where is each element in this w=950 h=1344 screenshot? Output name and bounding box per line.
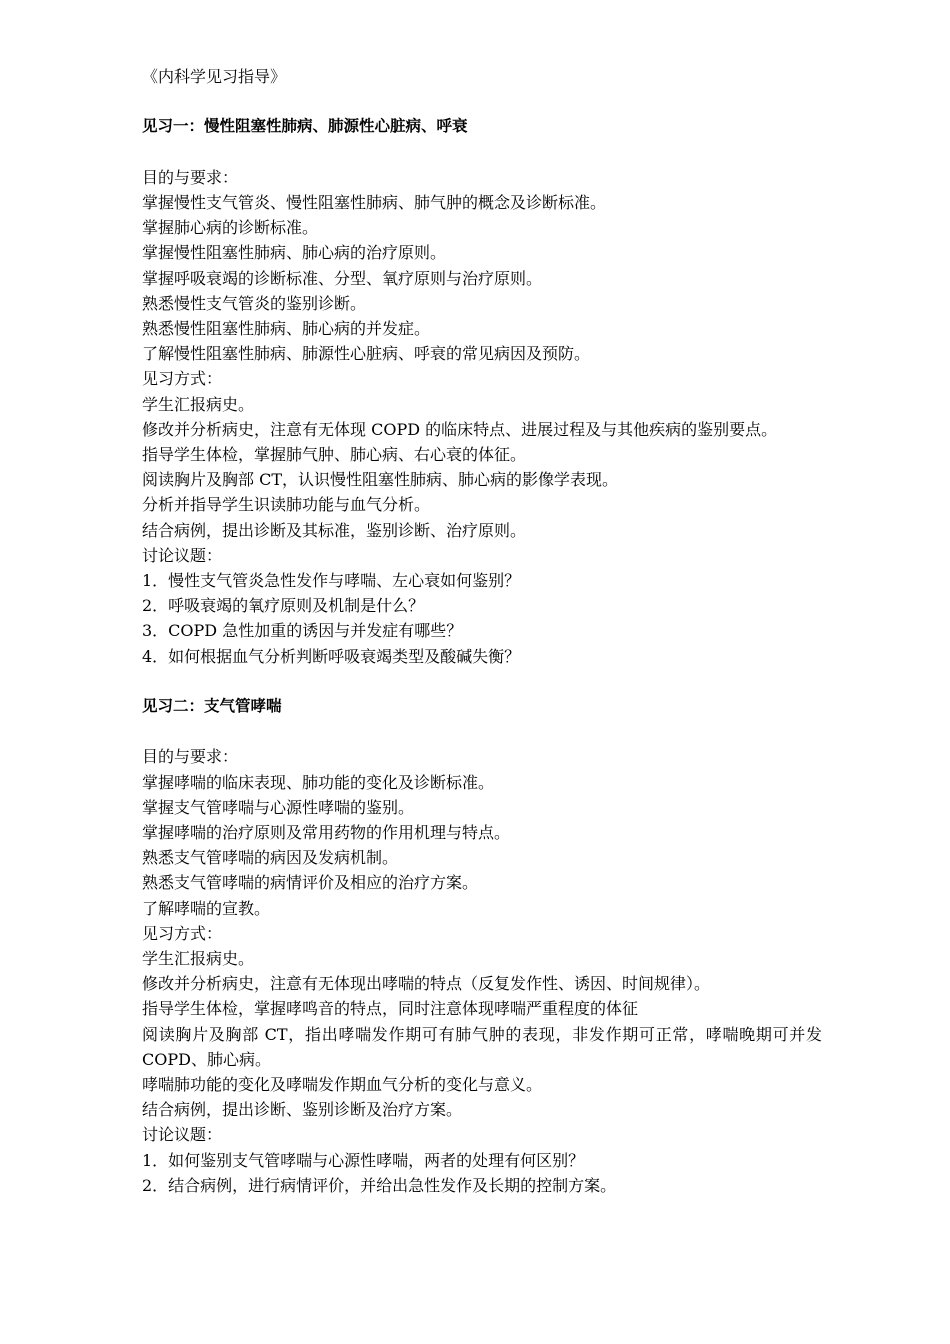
discussion-item: 2．结合病例，进行病情评价，并给出急性发作及长期的控制方案。 xyxy=(142,1175,617,1195)
section-heading: 见习二：支气管哮喘 xyxy=(142,697,282,716)
method-item: 修改并分析病史，注意有无体现 COPD 的临床特点、进展过程及与其他疾病的鉴别要点。 xyxy=(142,419,778,439)
objective-item: 掌握支气管哮喘与心源性哮喘的鉴别。 xyxy=(142,797,415,817)
discussion-item: 1．如何鉴别支气管哮喘与心源性哮喘，两者的处理有何区别？ xyxy=(142,1150,585,1170)
objective-item: 掌握慢性支气管炎、慢性阻塞性肺病、肺气肿的概念及诊断标准。 xyxy=(142,192,607,212)
spacer xyxy=(142,140,822,165)
section-heading: 见习一：慢性阻塞性肺病、肺源性心脏病、呼衰 xyxy=(142,117,468,136)
method-item: 阅读胸片及胸部 CT，指出哮喘发作期可有肺气肿的表现，非发作期可正常，哮喘晚期可并发 COPD、肺心病。 xyxy=(142,1024,822,1069)
objective-item: 熟悉慢性阻塞性肺病、肺心病的并发症。 xyxy=(142,319,431,338)
discussion-item: 4．如何根据血气分析判断呼吸衰竭类型及酸碱失衡？ xyxy=(142,646,521,666)
objective-item: 掌握慢性阻塞性肺病、肺心病的治疗原则。 xyxy=(142,243,447,263)
spacer xyxy=(142,719,822,744)
objective-item: 熟悉支气管哮喘的病情评价及相应的治疗方案。 xyxy=(142,873,479,893)
method-item: 分析并指导学生识读肺功能与血气分析。 xyxy=(142,495,431,515)
discussion-item: 3．COPD 急性加重的诱因与并发症有哪些？ xyxy=(142,621,463,641)
method-item: 学生汇报病史。 xyxy=(142,949,255,969)
spacer xyxy=(142,89,822,114)
discussion-item: 2．呼吸衰竭的氧疗原则及机制是什么？ xyxy=(142,596,425,616)
method-item: 学生汇报病史。 xyxy=(142,394,255,414)
methods-label: 见习方式： xyxy=(142,369,223,389)
method-item: 修改并分析病史，注意有无体现出哮喘的特点（反复发作性、诱因、时间规律）。 xyxy=(142,974,711,994)
objective-item: 了解慢性阻塞性肺病、肺源性心脏病、呼衰的常见病因及预防。 xyxy=(142,344,591,364)
document-page xyxy=(142,64,822,1198)
method-item: 哮喘肺功能的变化及哮喘发作期血气分析的变化与意义。 xyxy=(142,1075,543,1095)
discussion-label: 讨论议题： xyxy=(142,1125,223,1145)
section-2 xyxy=(142,694,822,1198)
document-title: 《内科学见习指导》 xyxy=(142,67,287,86)
method-item: 阅读胸片及胸部 CT，认识慢性阻塞性肺病、肺心病的影像学表现。 xyxy=(142,470,619,490)
section-1 xyxy=(142,114,822,668)
objective-item: 掌握哮喘的治疗原则及常用药物的作用机理与特点。 xyxy=(142,823,511,843)
method-item: 指导学生体检，掌握哮鸣音的特点，同时注意体现哮喘严重程度的体征 xyxy=(142,999,639,1019)
objectives-label: 目的与要求： xyxy=(142,167,239,187)
method-item: 结合病例，提出诊断、鉴别诊断及治疗方案。 xyxy=(142,1100,463,1120)
objective-item: 了解哮喘的宣教。 xyxy=(142,898,271,918)
spacer xyxy=(142,669,822,694)
discussion-item: 1．慢性支气管炎急性发作与哮喘、左心衰如何鉴别？ xyxy=(142,571,521,591)
method-item: 结合病例，提出诊断及其标准，鉴别诊断、治疗原则。 xyxy=(142,520,527,540)
objective-item: 掌握哮喘的临床表现、肺功能的变化及诊断标准。 xyxy=(142,772,495,792)
method-item: 指导学生体检，掌握肺气肿、肺心病、右心衰的体征。 xyxy=(142,445,527,465)
objective-item: 熟悉支气管哮喘的病因及发病机制。 xyxy=(142,848,399,868)
objective-item: 掌握呼吸衰竭的诊断标准、分型、氧疗原则与治疗原则。 xyxy=(142,268,543,288)
objective-item: 熟悉慢性支气管炎的鉴别诊断。 xyxy=(142,293,367,313)
objective-item: 掌握肺心病的诊断标准。 xyxy=(142,218,319,238)
discussion-label: 讨论议题： xyxy=(142,545,223,565)
objectives-label: 目的与要求： xyxy=(142,747,239,767)
methods-label: 见习方式： xyxy=(142,923,223,943)
